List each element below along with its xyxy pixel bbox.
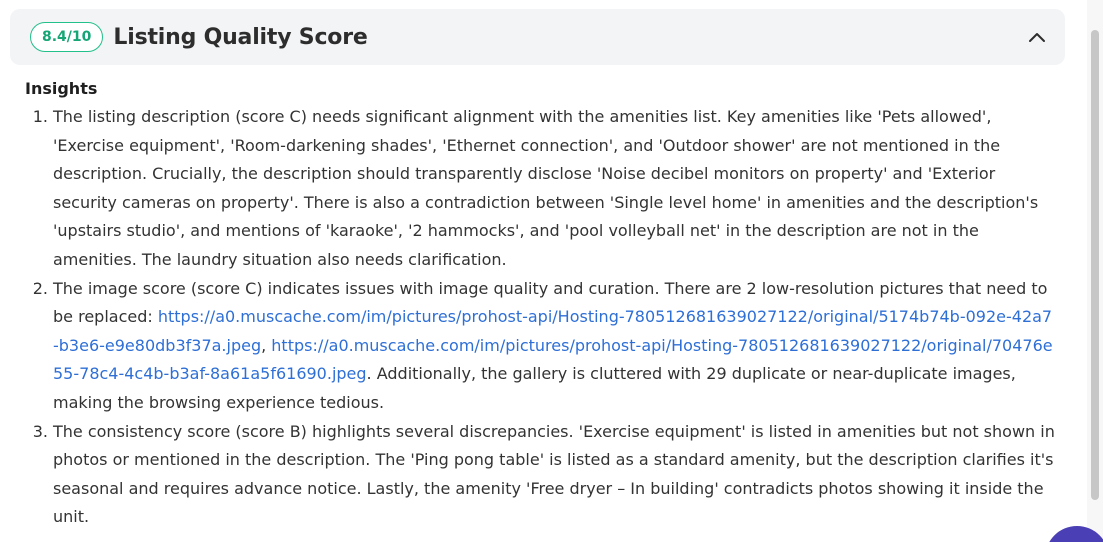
- image-link-1[interactable]: https://a0.muscache.com/im/pictures/prohost-api/Hosting-780512681639027122/original/5174b74b-092e-42a7-b3e6-e9e80db3f37a.jpeg: [53, 307, 1053, 355]
- insight-text-before: The image score (score C) indicates issues with image quality and curation. There are 2 low-resolution pictures that need to be replaced:: [53, 278, 1048, 327]
- insight-number: 3.: [32, 421, 48, 441]
- insight-item: [25, 418, 1055, 532]
- insight-item: [25, 103, 1055, 275]
- insights-list: [25, 103, 1055, 532]
- vertical-scrollbar[interactable]: [1087, 0, 1103, 542]
- panel-title: Listing Quality Score: [113, 24, 368, 50]
- scrollbar-thumb[interactable]: [1091, 30, 1099, 500]
- listing-quality-header[interactable]: [10, 9, 1065, 65]
- image-link-2[interactable]: https://a0.muscache.com/im/pictures/prohost-api/Hosting-780512681639027122/original/70476e55-78c4-4c4b-b3af-8a61a5f61690.jpeg: [53, 335, 1053, 384]
- insight-text-after: . Additionally, the gallery is cluttered with 29 duplicate or near-duplicate images, making the browsing experience tedious.: [53, 364, 1016, 412]
- insight-number: 1.: [32, 107, 48, 126]
- insight-number: 2.: [32, 278, 48, 298]
- insight-text: The consistency score (score B) highlights several discrepancies. 'Exercise equipment' is listed in amenities but not shown in photos or mentioned in the description. The 'Ping pong table' is listed as a standard amenity, but the description clarifies it's seasonal and requires advance notice. Lastly, the amenity 'Free dryer – In building' contradicts photos showing it inside the unit.: [53, 421, 1055, 527]
- insight-text: The listing description (score C) needs significant alignment with the amenities list. Key amenities like 'Pets allowed', 'Exercise equipment', 'Room-darkening shades', 'Ethernet connection', and 'Outdoor shower' are not mentioned in the description. Crucially, the description should transparently disclose 'Noise decibel monitors on property' and 'Exterior security cameras on property'. There is also a contradiction between 'Single level home' in amenities and the description's 'upstairs studio', and mentions of 'karaoke', '2 hammocks', and 'pool volleyball net' in the description are not in the amenities. The laundry situation also needs clarification.: [53, 107, 1039, 269]
- score-badge: 8.4/10: [30, 22, 103, 52]
- insights-heading: Insights: [25, 79, 98, 98]
- collapse-button[interactable]: [1023, 23, 1051, 51]
- link-separator: ,: [261, 335, 272, 355]
- insight-item: [25, 275, 1055, 418]
- insight-text: [53, 275, 1055, 418]
- chevron-up-icon: [1028, 31, 1046, 43]
